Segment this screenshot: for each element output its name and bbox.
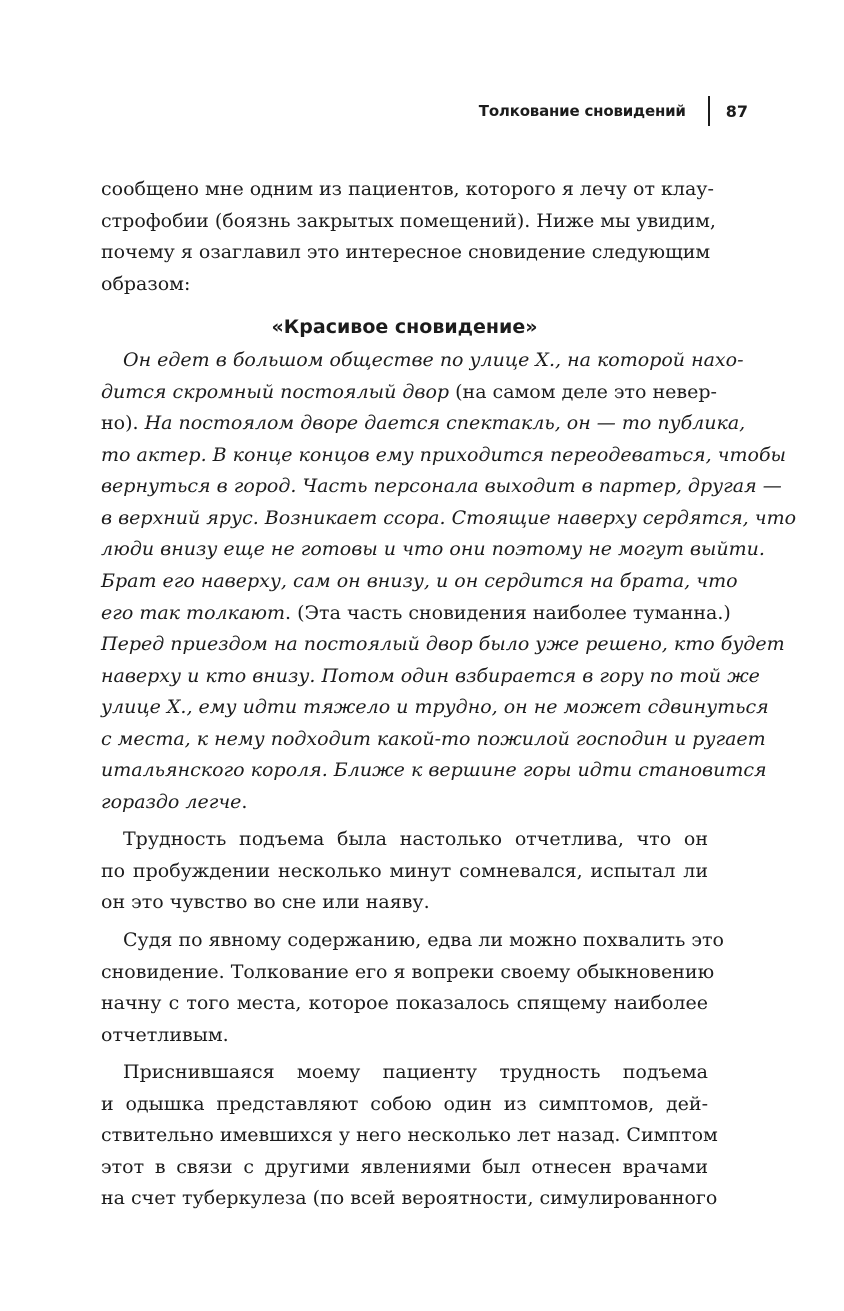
- text-line: ствительно имевшихся у него несколько лет назад. Симптом: [101, 1124, 718, 1147]
- dream-line: [101, 598, 731, 630]
- dream-line: [101, 377, 717, 409]
- dream-line: вернуться в город. Часть персонала выходит в партер, другая —: [101, 475, 782, 498]
- dream-line: [101, 787, 708, 819]
- text-line: сообщено мне одним из пациентов, которого я лечу от клау-: [101, 178, 714, 200]
- dream-line: Он едет в большом обществе по улице Х., на которой нахо-: [123, 349, 744, 372]
- dream-line-italic: его так толкают: [101, 601, 286, 624]
- dream-line: наверху и кто внизу. Потом один взбирается в гору по той же: [101, 664, 760, 687]
- page-number: 87: [725, 101, 748, 121]
- dream-line: с места, к нему подходит какой-то пожилой господин и ругает: [101, 727, 766, 750]
- dream-heading: «Красивое сновидение»: [271, 316, 538, 339]
- dream-line: улице Х., ему идти тяжело и трудно, он не может сдвинуться: [101, 696, 769, 719]
- dream-line-regular: .: [241, 790, 248, 813]
- dream-line-italic: На постоялом дворе дается спектакль, он — то публика,: [144, 412, 746, 435]
- text-line: образом:: [101, 272, 191, 295]
- text-line: строфобии (боязнь закрытых помещений). Ниже мы увидим,: [101, 209, 716, 232]
- dream-line: [101, 408, 746, 440]
- page-body: [101, 174, 797, 1215]
- dream-line-regular: (на самом деле это невер-: [449, 380, 717, 403]
- running-title: Толкование сновидений: [478, 102, 686, 120]
- dream-line: итальянского короля. Ближе к вершине горы идти становится: [101, 759, 767, 782]
- text-line: Судя по явному содержанию, едва ли можно похвалить это: [123, 929, 724, 952]
- text-line: по пробуждении несколько минут сомневался, испытал ли: [101, 859, 708, 882]
- text-line: начну с того места, которое показалось спящему наиболее: [101, 992, 708, 1015]
- text-line: сновидение. Толкование его я вопреки своему обыкновению: [101, 960, 715, 983]
- dream-line: Брат его наверху, сам он внизу, и он сердится на брата, что: [101, 570, 738, 593]
- text-line: на счет туберкулеза (по всей вероятности, симулированного: [101, 1187, 718, 1210]
- dream-line-italic: дится скромный постоялый двор: [101, 380, 450, 403]
- text-line: почему я озаглавил это интересное сновидение следующим: [101, 241, 711, 264]
- dream-line-italic: гораздо легче: [101, 790, 242, 813]
- text-line: он это чувство во сне или наяву.: [101, 891, 430, 914]
- running-head: [479, 96, 748, 126]
- text-line: и одышка представляют собою один из симптомов, дей-: [101, 1092, 708, 1115]
- header-divider: [708, 96, 710, 126]
- text-line: Трудность подъема была настолько отчетлива, что он: [123, 828, 708, 851]
- dream-line: то актер. В конце концов ему приходится переодеваться, чтобы: [101, 443, 787, 466]
- dream-line-regular: . (Эта часть сновидения наиболее туманна.): [285, 601, 731, 624]
- dream-line: в верхний ярус. Возникает ссора. Стоящие наверху сердятся, что: [101, 506, 797, 529]
- dream-line: Перед приездом на постоялый двор было уже решено, кто будет: [101, 633, 785, 656]
- dream-line-regular: но).: [101, 412, 145, 435]
- dream-line: люди внизу еще не готовы и что они поэтому не могут выйти.: [101, 538, 765, 561]
- text-line: отчетливым.: [101, 1023, 229, 1046]
- text-line: этот в связи с другими явлениями был отнесен врачами: [101, 1155, 708, 1178]
- text-line: Приснившаяся моему пациенту трудность подъема: [123, 1061, 708, 1084]
